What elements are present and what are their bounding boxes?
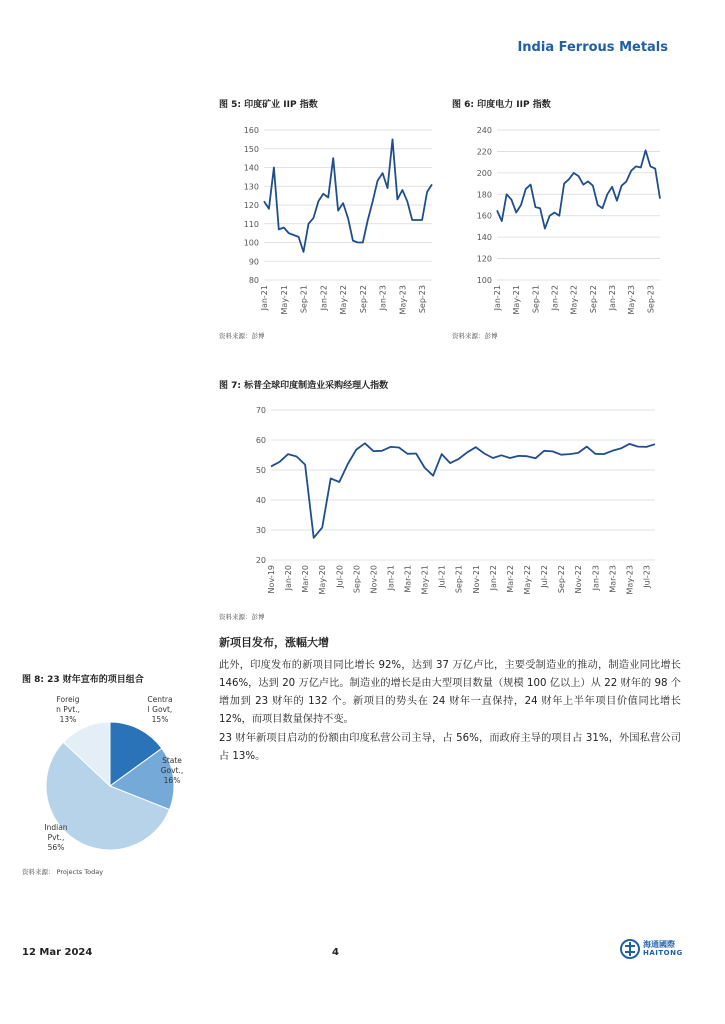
fig7-title: 图 7: 标普全球印度制造业采购经理人指数 bbox=[219, 381, 389, 391]
fig7-x-tick-label: Jan-23 bbox=[591, 565, 601, 591]
fig8-slice-label: 13% bbox=[59, 715, 77, 724]
fig7-x-tick-label: May-22 bbox=[523, 565, 532, 595]
fig5-y-tick-label: 160 bbox=[243, 126, 259, 135]
fig7-line-chart bbox=[219, 398, 669, 603]
fig7-x-tick-label: Nov-22 bbox=[574, 565, 584, 594]
fig6-x-tick-label: May-22 bbox=[569, 285, 579, 315]
fig7-x-tick-label: Jan-20 bbox=[284, 565, 294, 591]
fig6-line-chart bbox=[452, 115, 677, 330]
footer-page-number: 4 bbox=[332, 947, 339, 958]
fig6-y-tick-label: 200 bbox=[476, 168, 492, 178]
fig8-slice-label: 16% bbox=[163, 776, 181, 785]
fig5-line-chart bbox=[219, 115, 444, 330]
fig7-source: 资料来源：彭博 bbox=[219, 613, 265, 621]
fig6-x-tick-label: Jan-22 bbox=[550, 285, 560, 311]
fig6-y-tick-label: 120 bbox=[476, 254, 492, 264]
fig6-y-tick-label: 220 bbox=[476, 147, 492, 157]
fig5-y-tick-label: 130 bbox=[243, 182, 259, 192]
fig7-x-tick-label: Nov-19 bbox=[267, 565, 276, 594]
fig8-slice-label: Govt., bbox=[160, 766, 184, 775]
fig7-x-tick-label: Mar-21 bbox=[403, 565, 413, 593]
fig5-x-tick-label: Jan-22 bbox=[319, 285, 329, 311]
fig7-x-tick-label: May-21 bbox=[420, 565, 430, 595]
fig5-source: 资料来源：彭博 bbox=[219, 332, 265, 340]
fig8-slice-label: Foreig bbox=[56, 695, 80, 704]
fig7-x-tick-label: Jul-22 bbox=[540, 565, 550, 588]
fig7-x-tick-label: Nov-21 bbox=[471, 565, 481, 594]
fig7-y-tick-label: 20 bbox=[255, 556, 266, 565]
fig5-x-tick-label: May-21 bbox=[279, 285, 289, 315]
fig7-y-tick-label: 40 bbox=[255, 496, 266, 505]
fig6-x-tick-label: Jan-21 bbox=[493, 285, 502, 311]
fig8-slice-label: Indian bbox=[44, 823, 68, 832]
fig7-y-tick-label: 50 bbox=[255, 466, 266, 475]
fig7-x-tick-label: Jul-21 bbox=[437, 565, 447, 588]
fig7-y-tick-label: 30 bbox=[255, 526, 266, 535]
fig6-x-tick-label: Sep-22 bbox=[588, 285, 598, 314]
section-heading: 新项目发布，涨幅大增 bbox=[219, 636, 329, 649]
fig7-x-tick-label: Nov-20 bbox=[369, 565, 379, 594]
fig6-series-line bbox=[497, 150, 660, 228]
fig5-x-tick-label: Sep-21 bbox=[299, 285, 309, 314]
fig7-x-tick-label: Sep-20 bbox=[352, 565, 362, 594]
fig5-x-tick-label: May-22 bbox=[339, 285, 349, 315]
fig6-x-tick-label: May-23 bbox=[627, 285, 637, 315]
fig7-x-tick-label: Jan-21 bbox=[386, 565, 396, 591]
fig7-x-tick-label: Jan-22 bbox=[488, 565, 498, 591]
fig6-title: 图 6: 印度电力 IIP 指数 bbox=[452, 100, 551, 110]
paragraph-1: 此外，印度发布的新项目同比增长 92%，达到 37 万亿卢比，主要受制造业的推动，制造业同比增长 146%，达到 20 万亿卢比。制造业的增长是由大型项目数量（规模 100 亿以上）从 22 财年的 98 个增加到 23 财年的 132 个。新项目的势头在 24 财年一直保持，24 财年上半年项目价值同比增长 12%，而项目数量保持不变。 bbox=[219, 660, 681, 725]
fig8-source: 资料来源： Projects Today bbox=[22, 868, 104, 876]
fig5-y-tick-label: 110 bbox=[243, 219, 259, 229]
fig7-series-line bbox=[271, 443, 655, 538]
fig8-title: 图 8: 23 财年宣布的项目组合 bbox=[22, 675, 144, 685]
fig7-x-tick-label: Jul-23 bbox=[642, 565, 652, 588]
footer-date: 12 Mar 2024 bbox=[22, 947, 93, 958]
fig8-slice-label: 56% bbox=[47, 843, 65, 852]
fig8-pie-chart bbox=[22, 690, 212, 865]
fig8-slice-label: State bbox=[162, 756, 182, 765]
logo-english-text: HAITONG bbox=[643, 949, 683, 957]
fig8-slice-label: Pvt., bbox=[47, 833, 65, 842]
fig5-y-tick-label: 100 bbox=[243, 238, 259, 248]
fig5-x-tick-label: Sep-23 bbox=[418, 285, 428, 314]
fig7-x-tick-label: Jul-20 bbox=[335, 565, 345, 588]
fig5-y-tick-label: 90 bbox=[248, 257, 259, 267]
logo-chinese-text: 海通國際 bbox=[643, 940, 675, 949]
fig8-slice-label: 15% bbox=[151, 715, 169, 724]
fig5-y-tick-label: 140 bbox=[243, 163, 259, 173]
fig7-x-tick-label: Sep-22 bbox=[557, 565, 567, 594]
fig6-y-tick-label: 100 bbox=[476, 276, 492, 285]
fig8-slice-label: l Govt, bbox=[147, 705, 173, 714]
report-header-title: India Ferrous Metals bbox=[517, 40, 668, 55]
fig5-title: 图 5: 印度矿业 IIP 指数 bbox=[219, 100, 318, 110]
fig5-y-tick-label: 150 bbox=[243, 144, 259, 154]
fig7-x-tick-label: May-20 bbox=[318, 565, 328, 595]
fig6-y-tick-label: 180 bbox=[476, 190, 492, 200]
fig5-y-tick-label: 80 bbox=[248, 276, 259, 285]
fig8-slice-label: n Pvt., bbox=[56, 705, 80, 714]
fig6-x-tick-label: Sep-21 bbox=[531, 285, 541, 314]
fig6-y-tick-label: 140 bbox=[476, 233, 492, 243]
fig8-slice-label: Centra bbox=[147, 695, 173, 704]
fig5-x-tick-label: Jan-23 bbox=[378, 285, 388, 311]
fig6-x-tick-label: Sep-23 bbox=[646, 285, 656, 314]
fig5-series-line bbox=[264, 139, 432, 252]
fig5-y-tick-label: 120 bbox=[243, 201, 259, 210]
fig7-x-tick-label: Mar-22 bbox=[505, 565, 515, 593]
fig7-x-tick-label: Sep-21 bbox=[454, 565, 464, 594]
fig7-y-tick-label: 70 bbox=[255, 406, 266, 415]
fig7-x-tick-label: May-23 bbox=[625, 565, 635, 595]
fig7-y-tick-label: 60 bbox=[255, 436, 266, 445]
fig5-x-tick-label: Sep-22 bbox=[358, 285, 368, 314]
fig6-source: 资料来源：彭博 bbox=[452, 332, 498, 340]
fig5-x-tick-label: May-23 bbox=[398, 285, 408, 315]
fig6-x-tick-label: Jan-23 bbox=[608, 285, 618, 311]
paragraph-2: 23 财年新项目启动的份额由印度私营公司主导，占 56%，而政府主导的项目占 31%，外国私营公司占 13%。 bbox=[219, 733, 681, 762]
fig6-x-tick-label: May-21 bbox=[512, 285, 522, 315]
haitong-logo-icon bbox=[620, 939, 640, 959]
haitong-logo bbox=[620, 939, 683, 959]
fig6-y-tick-label: 240 bbox=[476, 126, 492, 135]
fig7-x-tick-label: Mar-23 bbox=[608, 565, 618, 593]
fig6-y-tick-label: 160 bbox=[476, 211, 492, 221]
fig7-x-tick-label: Mar-20 bbox=[301, 565, 311, 593]
fig5-x-tick-label: Jan-21 bbox=[260, 285, 269, 311]
